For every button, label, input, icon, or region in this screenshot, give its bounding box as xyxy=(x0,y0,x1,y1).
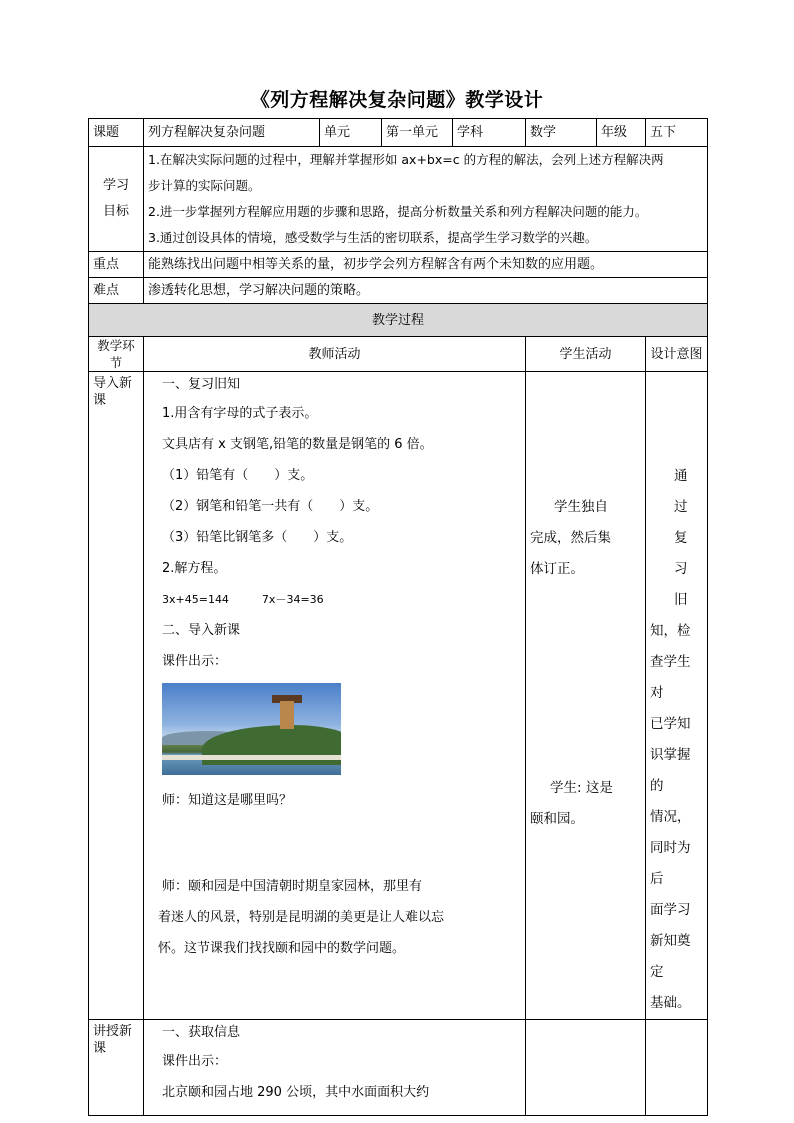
goals-label-line: 学习 xyxy=(102,178,129,193)
col-stage-header: 教学环节 xyxy=(89,337,144,372)
text-line: 二、导入新课 xyxy=(162,623,241,638)
subject-value: 数学 xyxy=(526,119,597,147)
equations-line: 3x+45=144 7x－34=36 xyxy=(162,593,324,606)
text-line: 1.用含有字母的式子表示。 xyxy=(162,406,318,421)
goals-label xyxy=(89,147,144,252)
goals-label-line: 目标 xyxy=(102,204,129,219)
text-line: 着迷人的风景，特别是昆明湖的美更是让人难以忘 xyxy=(158,910,445,925)
header-row xyxy=(89,119,708,147)
difficulty-value: 渗透转化思想，学习解决问题的策略。 xyxy=(144,278,708,304)
topic-label: 课题 xyxy=(89,119,144,147)
text-line: （1）铅笔有（ ）支。 xyxy=(162,468,314,483)
goals-row xyxy=(89,147,708,252)
key-point-row xyxy=(89,252,708,278)
unit-label: 单元 xyxy=(320,119,382,147)
text-line: 通过复习旧 xyxy=(674,468,690,608)
goals-content xyxy=(144,147,708,252)
new-lesson-design-intent xyxy=(646,1020,708,1116)
grade-value: 五下 xyxy=(646,119,708,147)
text-line: 基础。 xyxy=(650,995,691,1011)
text-line: 怀。这节课我们找找颐和园中的数学问题。 xyxy=(158,941,406,956)
col-intent-header: 设计意图 xyxy=(646,337,708,372)
key-point-label: 重点 xyxy=(89,252,144,278)
new-lesson-stage: 讲授新课 xyxy=(89,1020,144,1116)
intro-student-activity xyxy=(526,372,646,1020)
subject-label: 学科 xyxy=(453,119,526,147)
difficulty-row xyxy=(89,278,708,304)
process-title: 教学过程 xyxy=(89,304,708,337)
text-line: 课件出示： xyxy=(162,1054,228,1069)
text-line: 师：颐和园是中国清朝时期皇家园林，那里有 xyxy=(162,879,423,894)
summer-palace-photo xyxy=(162,683,341,775)
intro-stage: 导入新课 xyxy=(89,372,144,1020)
col-teacher-header: 教师活动 xyxy=(144,337,526,372)
text-line: 体订正。 xyxy=(530,561,584,577)
goal-line: 2.进一步掌握列方程解应用题的步骤和思路，提高分析数量关系和列方程解决问题的能力。 xyxy=(148,204,648,219)
text-line: 2.解方程。 xyxy=(162,561,227,576)
intro-row xyxy=(89,372,708,1020)
difficulty-label: 难点 xyxy=(89,278,144,304)
text-line: 知，检查学生对 xyxy=(650,623,691,701)
new-lesson-student-activity xyxy=(526,1020,646,1116)
intro-teacher-activity xyxy=(144,372,526,1020)
text-line: 师：知道这是哪里吗？ xyxy=(162,793,293,808)
goal-line: 1.在解决实际问题的过程中，理解并掌握形如 ax+bx=c 的方程的解法，会列上述方程解决两 xyxy=(148,152,664,167)
text-line: 北京颐和园占地 290 公顷，其中水面面积大约 xyxy=(162,1085,430,1100)
grade-label: 年级 xyxy=(597,119,646,147)
text-line: 学生独自 xyxy=(554,499,608,515)
text-line: （3）铅笔比钢笔多（ ）支。 xyxy=(162,530,353,545)
text-line: 文具店有 x 支钢笔,铅笔的数量是钢笔的 6 倍。 xyxy=(162,437,433,452)
new-lesson-row xyxy=(89,1020,708,1116)
text-line: 已学知识掌握的 xyxy=(650,716,691,794)
text-line: 一、获取信息 xyxy=(162,1025,241,1040)
key-point-value: 能熟练找出问题中相等关系的量，初步学会列方程解含有两个未知数的应用题。 xyxy=(144,252,708,278)
new-lesson-teacher-activity xyxy=(144,1020,526,1116)
text-line: 一、复习旧知 xyxy=(162,377,241,392)
process-title-row xyxy=(89,304,708,337)
goal-line: 步计算的实际问题。 xyxy=(148,178,261,193)
text-line: 面学习新知奠定 xyxy=(650,902,691,980)
goal-line: 3.通过创设具体的情境，感受数学与生活的密切联系，提高学生学习数学的兴趣。 xyxy=(148,230,598,245)
text-line: （2）钢笔和铅笔一共有（ ）支。 xyxy=(162,499,379,514)
text-line: 颐和园。 xyxy=(530,811,584,827)
topic-value: 列方程解决复杂问题 xyxy=(144,119,320,147)
intro-design-intent xyxy=(646,372,708,1020)
unit-value: 第一单元 xyxy=(382,119,453,147)
text-line: 情况，同时为后 xyxy=(650,809,691,887)
text-line: 课件出示： xyxy=(162,654,228,669)
lesson-plan-table xyxy=(88,118,708,1116)
document-title: 《列方程解决复杂问题》教学设计 xyxy=(250,89,544,111)
text-line: 学生: 这是 xyxy=(550,780,613,796)
col-student-header: 学生活动 xyxy=(526,337,646,372)
process-header-row xyxy=(89,337,708,372)
text-line: 完成，然后集 xyxy=(530,530,611,546)
